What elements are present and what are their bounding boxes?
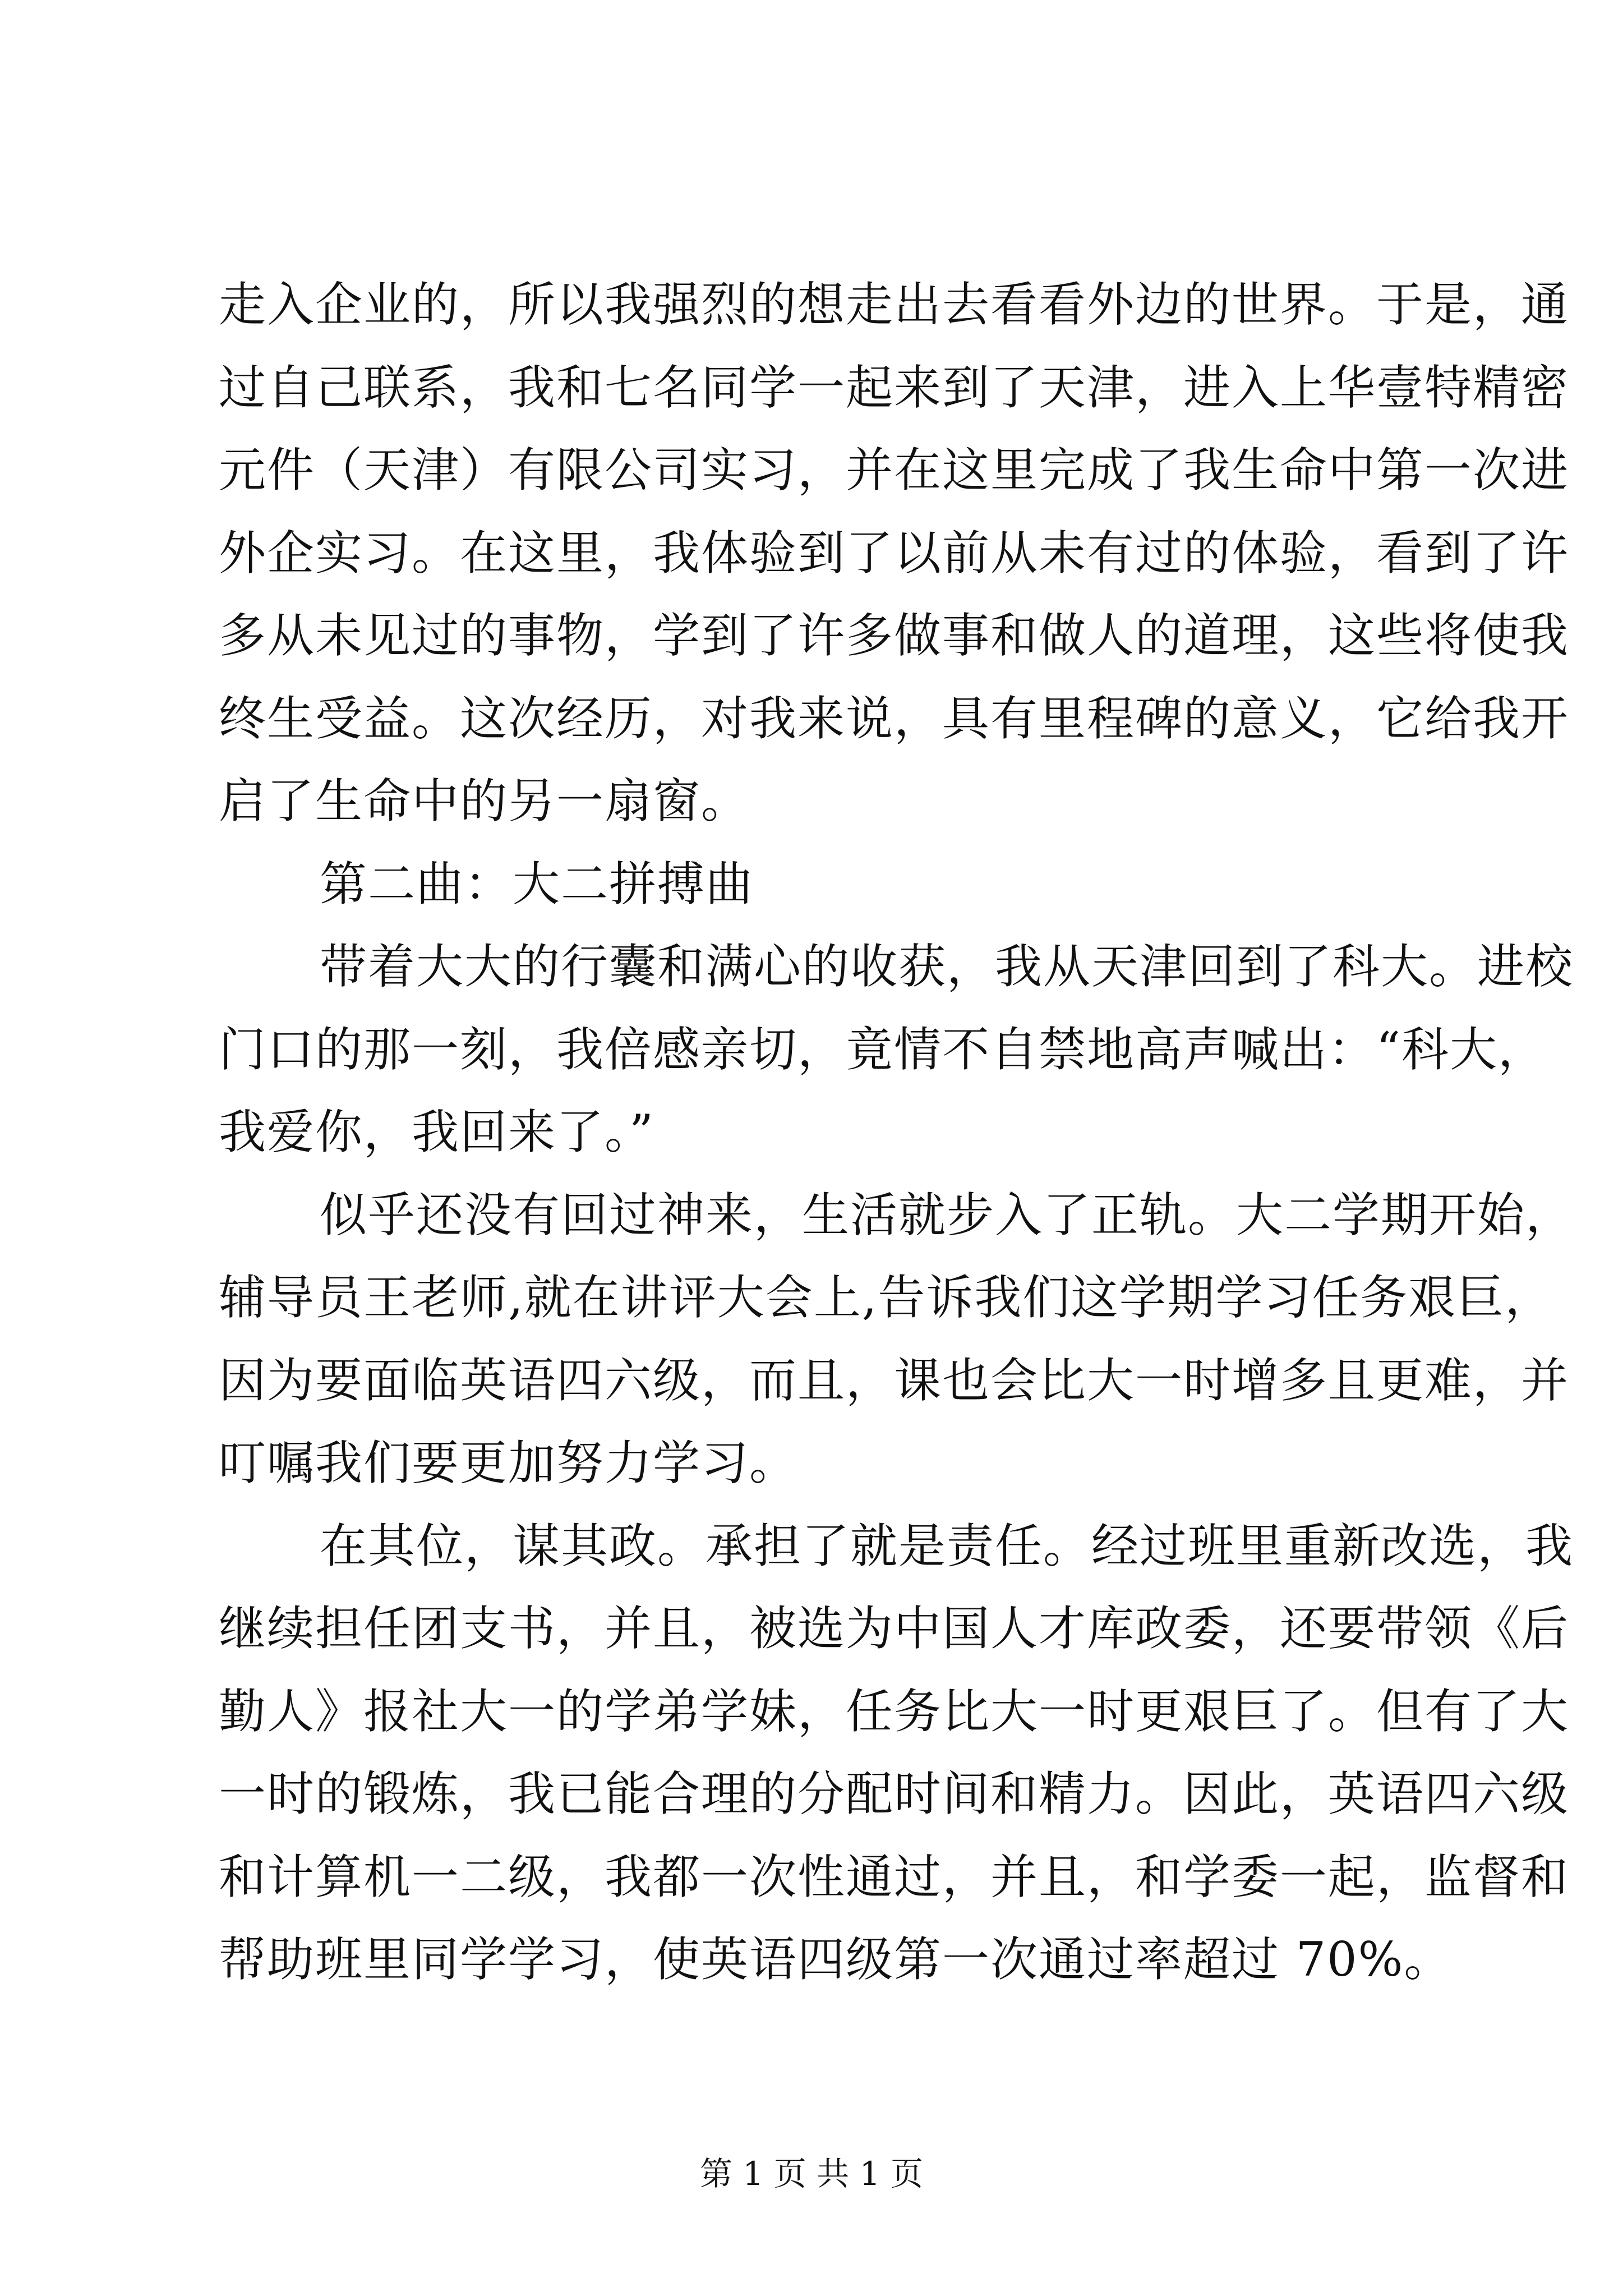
text-line: 似乎还没有回过神来，生活就步入了正轨。大二学期开始， [320, 1187, 1574, 1243]
text-line: 因为要面临英语四六级，而且，课也会比大一时增多且更难，并 [219, 1352, 1570, 1408]
text-line: 在其位，谋其政。承担了就是责任。经过班里重新改选，我 [320, 1518, 1574, 1573]
text-line: 启了生命中的另一扇窗。 [219, 774, 750, 829]
text-line: 走入企业的，所以我强烈的想走出去看看外边的世界。于是，通 [219, 277, 1570, 332]
text-line: 终生受益。这次经历，对我来说，具有里程碑的意义，它给我开 [219, 691, 1570, 746]
text-line: 多从未见过的事物，学到了许多做事和做人的道理，这些将使我 [219, 608, 1570, 663]
page-number-footer: 第 1 页 共 1 页 [700, 2155, 923, 2193]
text-line: 一时的锻炼，我已能合理的分配时间和精力。因此，英语四六级 [219, 1766, 1570, 1821]
text-line: 我爱你，我回来了。” [219, 1105, 654, 1159]
document-body [219, 264, 1574, 2001]
text-line: 过自己联系，我和七名同学一起来到了天津，进入上华壹特精密 [219, 360, 1570, 415]
text-line: 外企实习。在这里，我体验到了以前从未有过的体验，看到了许 [219, 525, 1570, 581]
text-line: 叮嘱我们要更加努力学习。 [219, 1435, 798, 1490]
text-line: 和计算机一二级，我都一次性通过，并且，和学委一起，监督和 [219, 1849, 1570, 1904]
text-line: 勤人》报社大一的学弟学妹，任务比大一时更艰巨了。但有了大 [219, 1683, 1570, 1739]
text-line: 带着大大的行囊和满心的收获，我从天津回到了科大。进校 [320, 939, 1574, 994]
section-heading: 第二曲：大二拼搏曲 [320, 856, 754, 912]
text-line: 门口的那一刻，我倍感亲切，竟情不自禁地高声喊出：“科大， [219, 1022, 1546, 1077]
text-line: 元件（天津）有限公司实习，并在这里完成了我生命中第一次进 [219, 443, 1570, 498]
text-line: 继续担任团支书，并且，被选为中国人才库政委，还要带领《后 [219, 1601, 1570, 1656]
text-line: 辅导员王老师,就在讲评大会上,告诉我们这学期学习任务艰巨， [219, 1270, 1553, 1325]
text-line: 帮助班里同学学习，使英语四级第一次通过率超过 70%。 [219, 1932, 1453, 1987]
